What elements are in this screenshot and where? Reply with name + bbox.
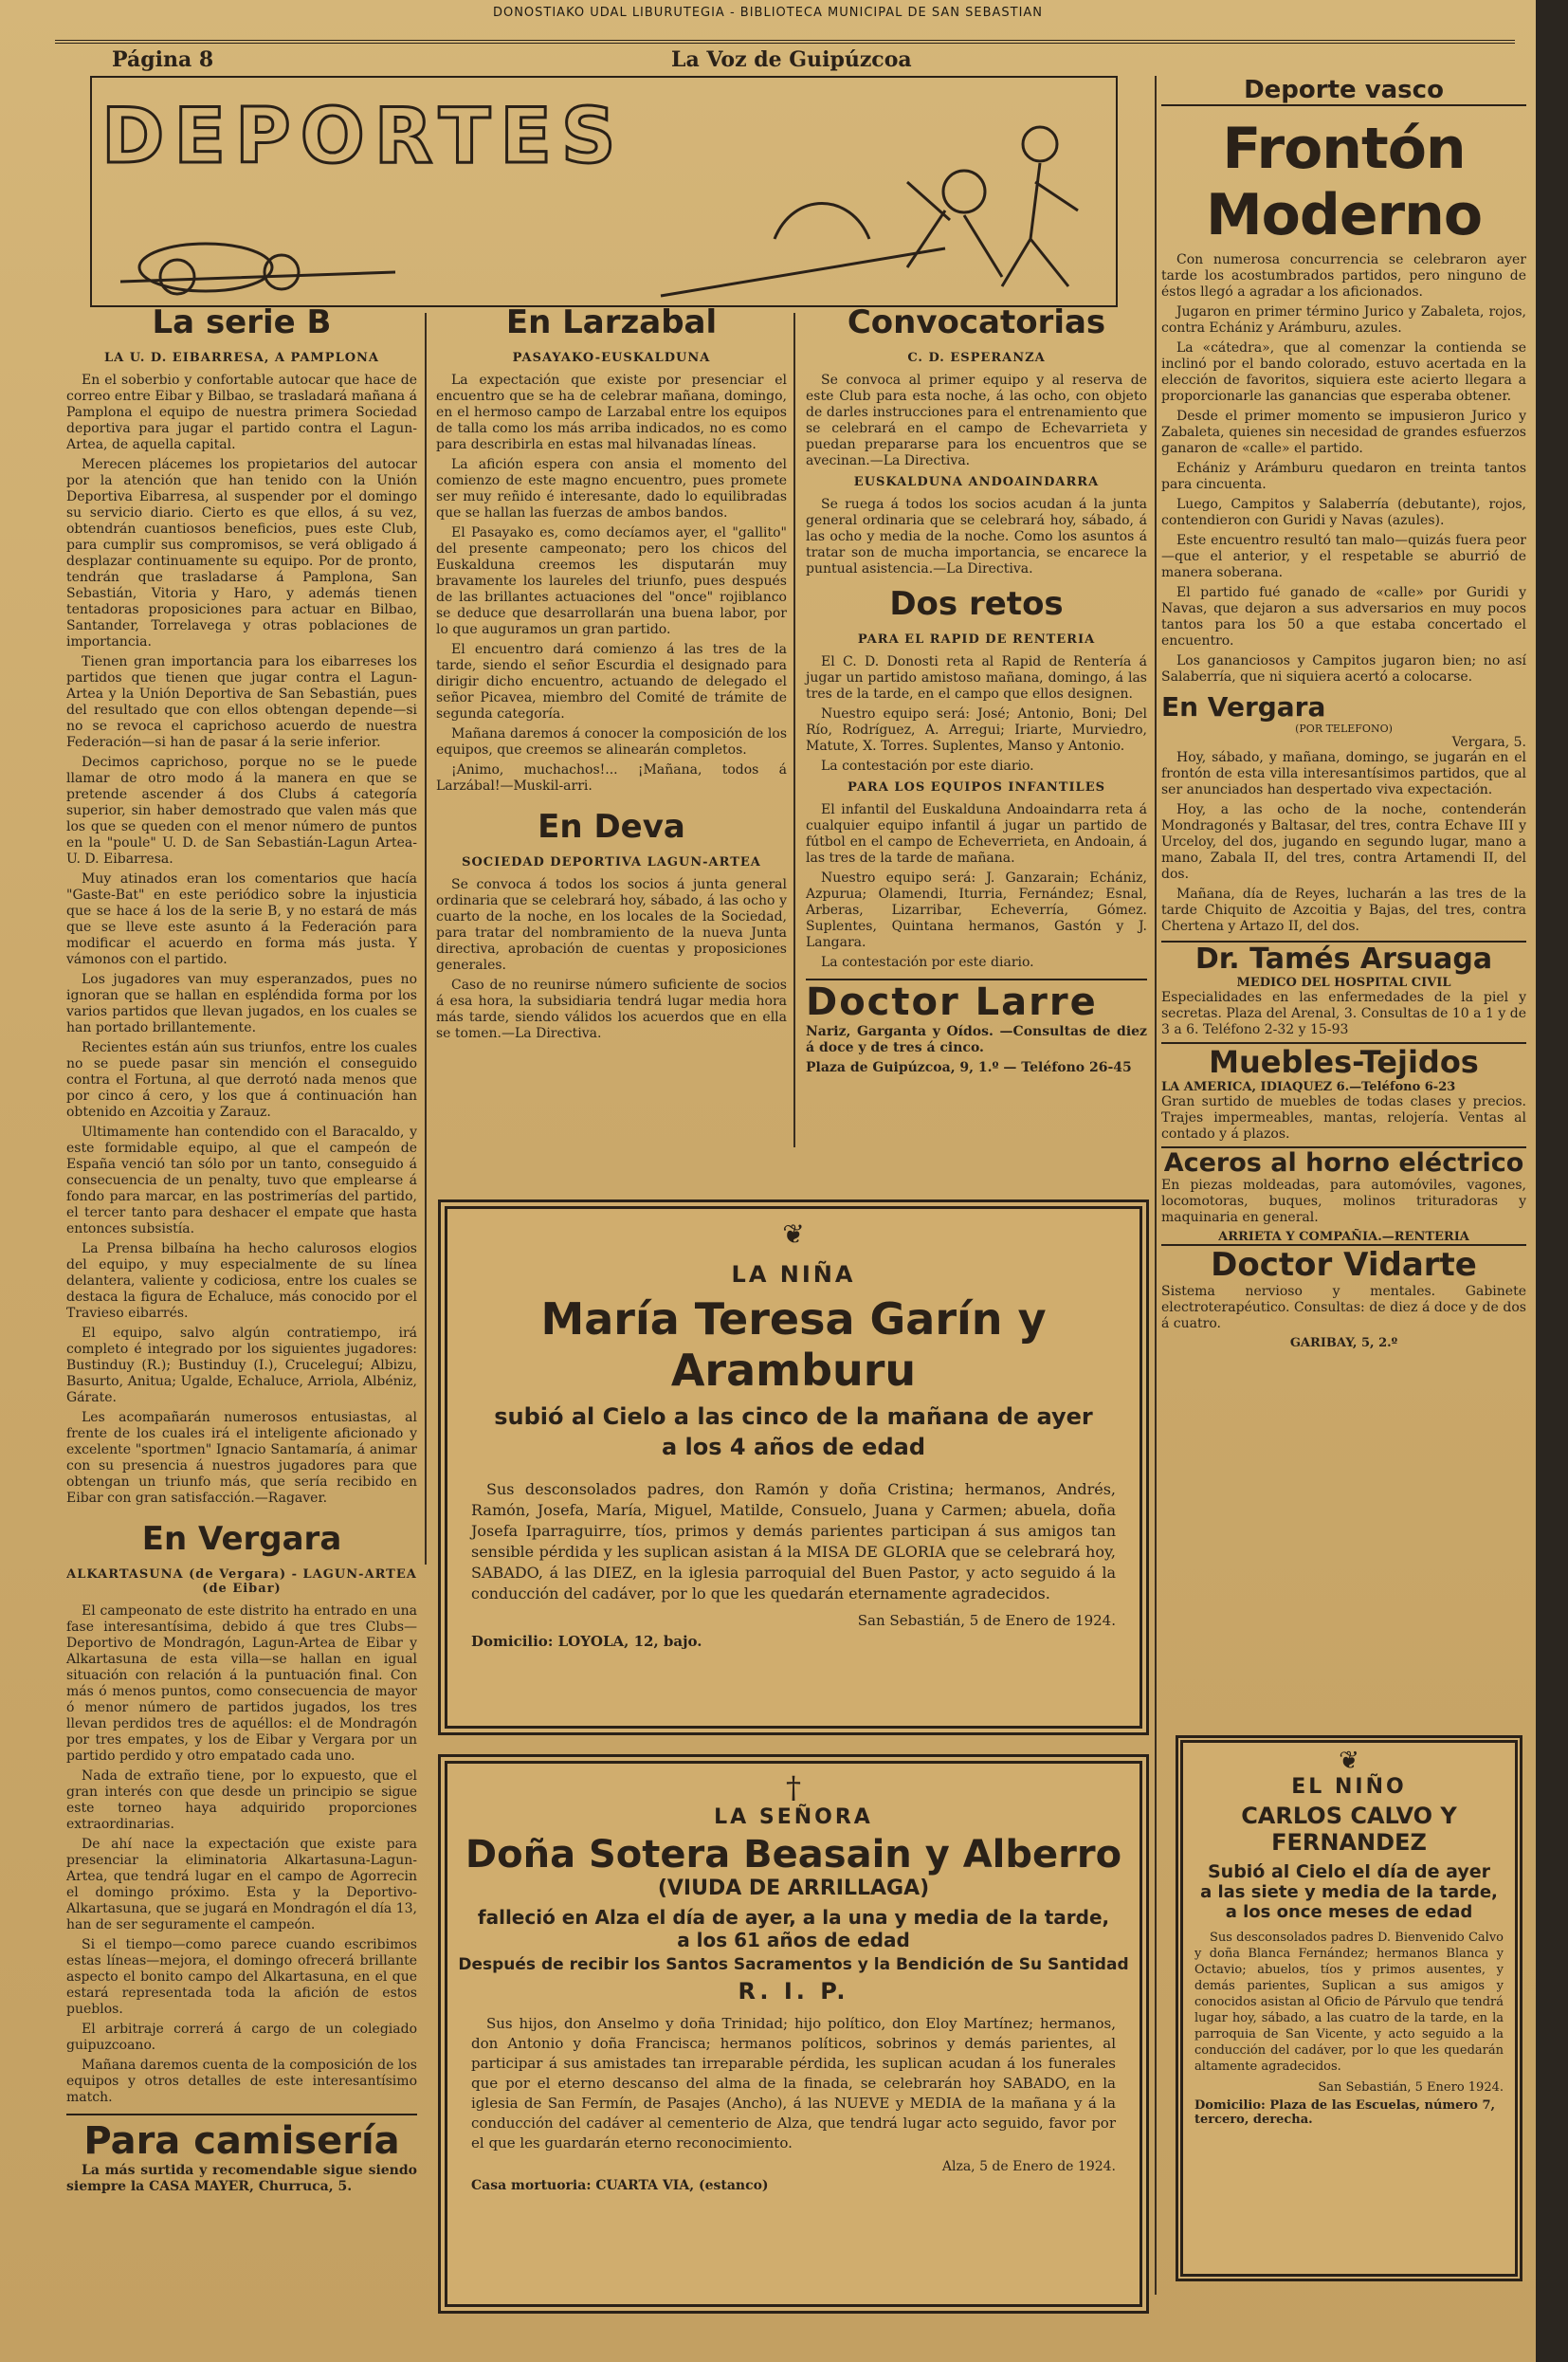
obit-date: Alza, 5 de Enero de 1924. <box>941 2159 1116 2174</box>
paragraph: Nada de extraño tiene, por lo expuesto, que el gran interés con que desde un principio se sigue este torneo haya adquirido proporciones extraordinarias. <box>66 1768 417 1832</box>
ad-muebles <box>1161 1042 1526 1143</box>
camiseria-ad <box>66 2114 417 2195</box>
paragraph: Jugaron en primer término Jurico y Zabaleta, rojos, contra Echániz y Arámburu, azules. <box>1161 304 1526 336</box>
paragraph: Merecen plácemes los propietarios del autocar por la atención que han tenido con la Unión Deportiva Eibarresa, al suspender por el domingo su servicio diario. Cierto es que ellos, á su vez, obtendrán cuantiosos beneficios, pues este Club, para cumplir sus compromisos, se verá obligado á desplazar continuamente su equipo. Por de pronto, tendrán que trasladarse á Pamplona, San Sebastián, Vitoria y Haro, y además tienen tentadoras proposiciones para actuar en Bilbao, Santander, Torrelavega y otras poblaciones de importancia. <box>66 457 417 650</box>
paragraph: Se ruega á todos los socios acudan á la junta general ordinaria que se celebrará hoy, sábado, á las ocho y media de la noche. Como los asuntos á tratar son de mucha importancia, se encarece la puntual asistencia.—La Directiva. <box>806 497 1147 577</box>
paragraph: Nuestro equipo será: J. Ganzarain; Echániz, Azpurua; Olamendi, Iturria, Fernández; Esnal, Arberas, Lizarribar, Echeverría, Gómez. Suplentes, Quintana hermanos, Gastón y J. Langara. <box>806 870 1147 950</box>
ad-title: Doctor Larre <box>806 980 1098 1024</box>
paragraph: Si el tiempo—como parece cuando escribimos estas líneas—mejora, el domingo ofrecerá brillante aspecto el bonito campo del Alkartasuna, en el que estará representada toda la afición de estos pueblos. <box>66 1937 417 2017</box>
library-header: DONOSTIAKO UDAL LIBURUTEGIA - BIBLIOTECA MUNICIPAL DE SAN SEBASTIAN <box>492 6 1044 20</box>
paragraph: La Prensa bilbaína ha hecho calurosos elogios del equipo, y muy especialmente de su línea delantera, valiente y codiciosa, entre los cuales se destaca la figura de Echaluce, más conocido por el Travieso eibarrés. <box>66 1241 417 1321</box>
paragraph: El encuentro dará comienzo á las tres de la tarde, siendo el señor Escurdia el designado para dirigir dicho encuentro, actuando de delegado el señor Picavea, miembro del Comité de trámite de segunda categoría. <box>436 642 787 722</box>
deportes-banner <box>90 76 1118 307</box>
article-title: En Vergara <box>1161 691 1326 723</box>
obit-text: Sus desconsolados padres, don Ramón y doña Cristina; hermanos, Andrés, Ramón, Josefa, María, Miguel, Matilde, Consuelo, Juana y Carmen; abuela, doña Josefa Iparraguirre, tíos, primos y demás parientes participan á sus amigos tan sensible pérdida y les suplican asistan á la MISA DE GLORIA que se celebrará hoy, SABADO, á las DIEZ, en la iglesia parroquial del Buen Pastor, y acto seguido á la conducción del cadáver, por lo que les quedarán eternamente agradecidos. <box>471 1480 1116 1602</box>
paragraph: Echániz y Arámburu quedaron en treinta tantos para cincuenta. <box>1161 461 1526 492</box>
page-number: Página 8 <box>112 47 214 72</box>
paragraph: Se convoca al primer equipo y al reserva de este Club para esta noche, á las ocho, con objeto de darles instrucciones para el entrenamiento que se celebrará en el campo de Echevarrieta y puedan prepararse para los encuentros que se avecinan.—La Directiva. <box>806 373 1147 468</box>
article-subtitle: EUSKALDUNA ANDOAINDARRA <box>853 475 1100 489</box>
obit-line: a los 4 años de edad <box>661 1434 925 1460</box>
paragraph: Mañana daremos cuenta de la composición de los equipos y otros detalles de este interesantísimo match. <box>66 2058 417 2105</box>
paragraph: Ultimamente han contendido con el Baracaldo, y este formidable equipo, al que el campeón de España venció tan sólo por un tanto, conseguido á consecuencia de un penalty, tuvo que emplearse á fondo para marcar, en las postrimerías del partido, el tercer tanto para deshacer el empate que hasta entonces subsistía. <box>66 1125 417 1236</box>
paragraph: ¡Animo, muchachos!... ¡Mañana, todos á Larzábal!—Muskil-arri. <box>436 762 787 794</box>
paragraph: El equipo, salvo algún contratiempo, irá completo é integrado por los siguientes jugadores: Bustinduy (R.); Bustinduy (I.), Cruceleguí; Albizu, Basurto, Anitua; Ugalde, Echaluce, Arriola, Albéniz, Gárate. <box>66 1326 417 1405</box>
obit-address: Domicilio: Plaza de las Escuelas, número 7, tercero, derecha. <box>1194 2098 1496 2127</box>
paragraph: Con numerosa concurrencia se celebraron ayer tarde los acostumbrados partidos, pero ninguno de éstos llegó a agradar a los aficionados. <box>1161 252 1526 300</box>
paragraph: Los gananciosos y Campitos jugaron bien; no así Salaberría, que ni siquiera acertó a colocarse. <box>1161 653 1526 685</box>
newspaper-name: La Voz de Guipúzcoa <box>671 47 912 72</box>
obit-label: EL NIÑO <box>1291 1775 1407 1799</box>
paragraph: La expectación que existe por presenciar el encuentro que se ha de celebrar mañana, domingo, en el hermoso campo de Larzabal entre los equipos de talla como los más arriba indicados, no es como para describirla en estas mal hilvanadas líneas. <box>436 373 787 452</box>
ad-address: Plaza de Guipúzcoa, 9, 1.º — Teléfono 26-45 <box>806 1060 1132 1075</box>
paragraph: El infantil del Euskalduna Andoaindarra reta á cualquier equipo infantil á jugar un partido de fútbol en el campo de Echeverrieta, en Andoain, á las tres de la tarde de mañana. <box>806 802 1147 866</box>
ad-title: Doctor Vidarte <box>1211 1246 1477 1284</box>
ad-text: En piezas moldeadas, para automóviles, vagones, locomotoras, buques, molinos trituradoras y maquinaria en general. <box>1161 1178 1526 1225</box>
paragraph: En el soberbio y confortable autocar que hace de correo entre Eibar y Bilbao, se trasladará mañana á Pamplona el equipo de nuestra primera Sociedad deportiva para jugar el partido contra el Lagun-Artea, de aquella capital. <box>66 373 417 452</box>
paragraph: De ahí nace la expectación que existe para presenciar la eliminatoria Alkartasuna-Lagun-Artea, que tendrá lugar en el campo de Agorrecin el domingo próximo. Esta y la Deportivo-Alkartasuna, que se jugará en Mondragón el día 13, han de ser seguramente el campeón. <box>66 1837 417 1932</box>
obit-name: CARLOS CALVO Y FERNANDEZ <box>1241 1803 1457 1856</box>
obit-rip: R. I. P. <box>738 1978 849 2005</box>
obit-line: falleció en Alza el día de ayer, a la una y media de la tarde, <box>477 1906 1110 1929</box>
article-title: En Deva <box>538 808 685 846</box>
angel-ornament-icon: ❦ <box>782 1218 805 1250</box>
article-subtitle: C. D. ESPERANZA <box>907 351 1046 365</box>
obit-line: a los 61 años de edad <box>677 1929 910 1951</box>
angel-ornament-icon: ❦ <box>1339 1747 1359 1775</box>
ad-aceros <box>1161 1146 1526 1244</box>
column-rule <box>425 313 427 1565</box>
article-title: La serie B <box>152 303 332 341</box>
paragraph: Hoy, sábado, y mañana, domingo, se jugarán en el frontón de esta villa interesantísimos partidos, que al ser anunciados han despertado viva expectación. <box>1161 750 1526 797</box>
paragraph: La «cátedra», que al comenzar la contienda se inclinó por el bando colorado, estuvo acertada en la elección de favoritos, siquiera este acierto llegara a proporcionarle las ganancias que esperaba obtener. <box>1161 340 1526 404</box>
article-subtitle: ALKARTASUNA (de Vergara) - LAGUN-ARTEA (de Eibar) <box>66 1567 417 1596</box>
ad-vidarte <box>1161 1244 1526 1350</box>
paragraph: Decimos caprichoso, porque no se le puede llamar de otro modo á la manera en que se pretende ascender á dos Clubs á categoría superior, sin haber demostrado que valen más que los que se queden con el menor número de puntos en la "poule" U. D. de San Sebastián-Lagun Artea-U. D. Eibarresa. <box>66 755 417 867</box>
obit-widow: (VIUDA DE ARRILLAGA) <box>657 1877 930 1900</box>
article-title: En Vergara <box>141 1520 342 1558</box>
paragraph: El partido fué ganado de «calle» por Guridi y Navas, que dejaron a sus adversarios en muy pocos tantos para los 50 a que estaba concertado el encuentro. <box>1161 585 1526 649</box>
column-rule <box>1155 76 1157 2295</box>
article-subtitle: PASAYAKO-EUSKALDUNA <box>512 351 711 365</box>
paragraph: La afición espera con ansia el momento del comienzo de este magno encuentro, pues promete ser muy reñido é interesante, dado lo equilibradas que se hallan las fuerzas de ambos bandos. <box>436 457 787 521</box>
ad-foot: ARRIETA Y COMPAÑIA.—RENTERIA <box>1218 1230 1469 1244</box>
obituary-carlos <box>1176 1735 1522 2281</box>
article-title: Frontón Moderno <box>1205 116 1483 248</box>
dateline: Vergara, 5. <box>1451 735 1526 750</box>
paragraph: La contestación por este diario. <box>821 955 1034 970</box>
paragraph: Mañana daremos á conocer la composición de los equipos, que creemos se alinearán completos. <box>436 726 787 758</box>
paragraph: Desde el primer momento se impusieron Jurico y Zabaleta, quienes sin necesidad de grandes esfuerzos ganaron de «calle» el partido. <box>1161 409 1526 456</box>
ad-title: Aceros al horno eléctrico <box>1163 1148 1524 1178</box>
obit-date: San Sebastián, 5 Enero 1924. <box>1318 2080 1504 2095</box>
article-title: Convocatorias <box>847 303 1106 341</box>
ad-text: La más surtida y recomendable sigue siendo siempre la CASA MAYER, Churruca, 5. <box>66 2163 417 2194</box>
obit-line: Después de recibir los Santos Sacramentos y la Bendición de Su Santidad <box>458 1955 1129 1974</box>
obit-line: subió al Cielo a las cinco de la mañana de ayer <box>494 1403 1093 1430</box>
paragraph: Los jugadores van muy esperanzados, pues no ignoran que se hallan en espléndida forma por los varios partidos que llevan jugados, en los cuales se han portado brillantemente. <box>66 972 417 1035</box>
article-title: En Larzabal <box>505 303 718 341</box>
ad-title: Dr. Tamés Arsuaga <box>1194 943 1493 976</box>
paragraph: Nuestro equipo será: José; Antonio, Boni; Del Río, Rodríguez, A. Arregui; Iriarte, Murviedro, Matute, X. Torres. Suplentes, Manso y Antonio. <box>806 706 1147 754</box>
article-subtitle: LA U. D. EIBARRESA, A PAMPLONA <box>103 351 380 365</box>
ad-tames <box>1161 941 1526 1038</box>
paragraph: La contestación por este diario. <box>821 759 1034 774</box>
paragraph: El arbitraje correrá á cargo de un colegiado guipuzcoano. <box>66 2022 417 2053</box>
paragraph: Se convoca á todos los socios á junta general ordinaria que se celebrará hoy, sábado, á las ocho y cuarto de la noche, en los locales de la Sociedad, para tratar del nombramiento de la nueva Junta directiva, aprobación de cuentas y proposiciones generales. <box>436 877 787 973</box>
obit-text: Sus desconsolados padres D. Bienvenido Calvo y doña Blanca Fernández; hermanos Blanca y Octavio; abuelos, tíos y primos ausentes, y demás parientes, Suplican a sus amigos y conocidos asistan al Oficio de Párvulo que tendrá lugar hoy, sábado, a las cuatro de la tarde, en la parroquia de San Vicente, y acto seguido a la conducción del cadáver, por lo que les quedarán altamente agradecidos. <box>1194 1931 1504 2074</box>
ad-title: Para camisería <box>83 2119 400 2163</box>
ad-text: Sistema nervioso y mentales. Gabinete electroterapéutico. Consultas: de diez á doce y de dos á cuatro. <box>1161 1284 1526 1331</box>
banner-title: DEPORTES <box>101 92 626 180</box>
obit-line: a las siete y media de la tarde, <box>1200 1882 1498 1902</box>
paragraph: Muy atinados eran los comentarios que hacía "Gaste-Bat" en este periódico sobre la injusticia que se hace á los de la serie B, y no estará de más que se lleve este asunto á la Federación para modificar el acuerdo en forma más justa. Y vámonos con el partido. <box>66 871 417 967</box>
column-deporte-vasco <box>1161 76 1526 1350</box>
ad-text: Especialidades en las enfermedades de la piel y secretas. Plaza del Arenal, 3. Consultas de 10 a 1 y de 3 a 6. Teléfono 2-32 y 15-93 <box>1161 990 1526 1037</box>
obit-address: Domicilio: LOYOLA, 12, bajo. <box>471 1633 702 1650</box>
cross-icon: † <box>786 1769 801 1805</box>
paragraph: Luego, Campitos y Salaberría (debutante), rojos, contendieron con Guridi y Navas (azules). <box>1161 497 1526 528</box>
obit-name: Doña Sotera Beasain y Alberro <box>465 1833 1122 1877</box>
paragraph: Recientes están aún sus triunfos, entre los cuales no se puede pasar sin mención el conseguido contra el Fortuna, al que derrotó nada menos que por cinco á cero, y los que á continuación han obtenido en Azcoitia y Zarauz. <box>66 1040 417 1120</box>
obit-line: Subió al Cielo el día de ayer <box>1207 1861 1490 1882</box>
ad-text: Nariz, Garganta y Oídos. —Consultas de diez á doce y de tres á cinco. <box>806 1024 1147 1055</box>
column-rule <box>793 313 795 1147</box>
sports-illustration <box>92 78 1112 302</box>
section-kicker: Deporte vasco <box>1161 76 1526 106</box>
paragraph: Mañana, día de Reyes, lucharán a las tres de la tarde Chiquito de Azcoitia y Bajas, del tres, contra Chertena y Artazo II, del dos. <box>1161 887 1526 934</box>
obit-name: María Teresa Garín y Aramburu <box>540 1293 1047 1396</box>
ad-title: Muebles-Tejidos <box>1209 1044 1479 1080</box>
article-subtitle: SOCIEDAD DEPORTIVA LAGUN-ARTEA <box>462 855 761 870</box>
paragraph: Este encuentro resultó tan malo—quizás fuera peor—que el anterior, y el respetable se aburrió de manera soberana. <box>1161 533 1526 580</box>
column-convocatorias <box>806 303 1147 1080</box>
obit-address: Casa mortuoria: CUARTA VIA, (estanco) <box>471 2178 769 2193</box>
ad-sub: LA AMERICA, IDIAQUEZ 6.—Teléfono 6-23 <box>1161 1080 1456 1094</box>
paragraph: Tienen gran importancia para los eibarreses los partidos que tienen que jugar contra el Lagun-Artea y la Unión Deportiva de San Sebastián, pues del resultado que con ellos obtengan depende—si no se revoca el caprichoso acuerdo de nuestra Federación—si han de pasar á la serie inferior. <box>66 654 417 750</box>
obit-text: Sus hijos, don Anselmo y doña Trinidad; hijo político, don Eloy Martínez; hermanos, don Antonio y doña Francisca; hermanos políticos, sobrinos y demás parientes, al participar á sus amistades tan irreparable pérdida, les suplican acudan á los funerales que por el eterno descanso del alma de la finada, se celebrarán hoy SABADO, en la iglesia de San Fermín, de Pasajes (Ancho), á las NUEVE y MEDIA de la mañana y á la conducción del cadáver al cementerio de Alza, que tendrá lugar acto seguido, favor por el que les guardarán eterno reconocimiento. <box>471 2015 1116 2151</box>
obit-label: LA SEÑORA <box>714 1805 873 1829</box>
article-title: Dos retos <box>889 585 1064 623</box>
running-header <box>55 40 1515 72</box>
obituary-maria-teresa <box>438 1199 1149 1735</box>
obituary-sotera <box>438 1754 1149 2314</box>
ad-sub: MEDICO DEL HOSPITAL CIVIL <box>1236 976 1451 990</box>
article-subtitle: PARA LOS EQUIPOS INFANTILES <box>848 780 1105 795</box>
paragraph: Hoy, a las ocho de la noche, contenderán Mondragonés y Baltasar, del tres, contra Echave III y Urceloy, del dos, jugando en segundo lugar, mano a mano, Zabala II, del tres, contra Artamendi II, del dos. <box>1161 802 1526 882</box>
ad-foot: GARIBAY, 5, 2.º <box>1289 1336 1398 1350</box>
obit-date: San Sebastián, 5 de Enero de 1924. <box>857 1612 1116 1629</box>
obit-line: a los once meses de edad <box>1225 1902 1473 1922</box>
paragraph: Caso de no reunirse número suficiente de socios á esa hora, la subsidiaria tendrá lugar media hora más tarde, siendo válidos los acuerdos que en ella se tomen.—La Directiva. <box>436 978 787 1041</box>
paragraph: El C. D. Donosti reta al Rapid de Rentería á jugar un partido amistoso mañana, domingo, á las tres de la tarde, en el campo que ellos designen. <box>806 654 1147 702</box>
doctor-larre-ad <box>806 979 1147 1076</box>
byline: (POR TELEFONO) <box>1295 723 1393 735</box>
article-subtitle: PARA EL RAPID DE RENTERIA <box>857 632 1096 647</box>
paragraph: El Pasayako es, como decíamos ayer, el "gallito" del presente campeonato; pero los chicos del Euskalduna creemos les disputarán muy bravamente los laureles del triunfo, pues después de las brillantes actuaciones del "once" rojiblanco se deduce que desarrollarán una buena labor, por lo que auguramos un gran partido. <box>436 525 787 637</box>
page-edge <box>1536 0 1568 2362</box>
column-la-serie-b <box>66 303 417 2199</box>
column-larzabal <box>436 303 787 1046</box>
ad-text: Gran surtido de muebles de todas clases y precios. Trajes impermeables, mantas, relojería. Ventas al contado y á plazos. <box>1161 1094 1526 1142</box>
paragraph: El campeonato de este distrito ha entrado en una fase interesantísima, debido á que tres Clubs—Deportivo de Mondragón, Lagun-Artea de Eibar y Alkartasuna de esta villa—se hallan en igual situación con relación á la puntuación final. Con más ó menos puntos, como consecuencia de mayor ó menor número de partidos jugados, los tres llevan perdidos tres de aquéllos: el de Mondragón por tres empates, y los de Eibar y Vergara por un partido perdido y otro empatado cada uno. <box>66 1603 417 1764</box>
paragraph: Les acompañarán numerosos entusiastas, al frente de los cuales irá el inteligente aficionado y excelente "sportmen" Ignacio Santamaría, á animar con su presencia á nuestros jugadores para que obtengan un triunfo más, que sería recibido en Eibar con gran satisfacción.—Ragaver. <box>66 1410 417 1506</box>
obit-label: LA NIÑA <box>731 1261 856 1288</box>
